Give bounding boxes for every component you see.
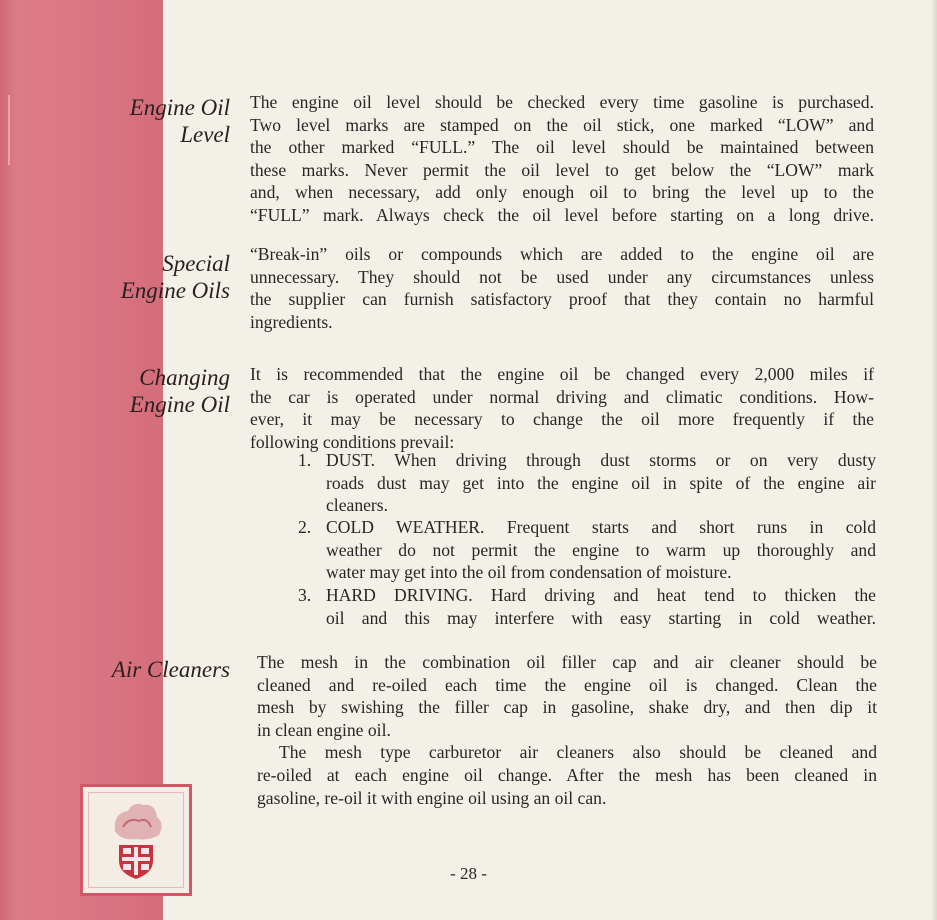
text-line: cleaners. [326,495,389,516]
heading-engine-oil-level [130,94,230,148]
text-line: The mesh in the combination oil filler cap and air cleaner should be [257,652,877,672]
text-line: “FULL” mark. Always check the oil level before starting on a long drive. [250,204,874,225]
text-line: ever, it may be necessary to change the oil more frequently if the [250,409,874,430]
list-number: 1. [298,450,312,470]
text-line: “Break-in” oils or compounds which are added to the engine oil are [250,244,874,264]
text-line: Two level marks are stamped on the oil stick, one marked “LOW” and [250,114,874,135]
text-line: ingredients. [250,311,333,332]
heading-line: Air Cleaners [111,657,230,682]
text-line: mesh by swishing the filler cap in gasoline, shake dry, and then dip it [257,697,877,718]
heading-special-engine-oils [121,250,230,304]
list-number: 2. [298,517,312,537]
page-number: - 28 - [450,864,487,883]
paragraph-special-engine-oils [250,243,874,333]
band-highlight [8,95,10,165]
heading-line: Level [180,122,230,147]
text-line: water may get into the oil from condensation of moisture. [326,562,732,583]
text-line: unnecessary. They should not be used under any circumstances unless [250,266,874,287]
text-line: oil and this may interfere with easy starting in cold weather. [326,607,876,628]
paragraph-engine-oil-level [250,91,874,227]
heading-line: Engine Oil [129,392,230,417]
text-line: these marks. Never permit the oil level to get below the “LOW” mark [250,159,874,180]
text-line: the car is operated under normal driving and climatic conditions. How- [250,386,874,407]
text-line: gasoline, re-oil it with engine oil using an oil can. [257,787,607,808]
heading-line: Changing [139,365,230,390]
heading-line: Engine Oils [120,278,230,303]
text-line: The mesh type carburetor air cleaners also should be cleaned and [279,742,877,763]
paragraph-air-cleaners [257,651,877,809]
text-line: and, when necessary, add only enough oil to bring the level up to the [250,182,874,203]
heading-line: Special [162,251,230,276]
page-edge [931,0,937,920]
heading-changing-engine-oil [130,364,230,418]
text-line: It is recommended that the engine oil be changed every 2,000 miles if [250,364,874,384]
heading-line: Engine Oil [129,95,230,120]
text-line: weather do not permit the engine to warm up thoroughly and [326,539,876,560]
text-line: The engine oil level should be checked every time gasoline is purchased. [250,92,874,112]
text-line: cleaned and re-oiled each time the engine oil is changed. Clean the [257,674,877,695]
text-line: DUST. When driving through dust storms or on very dusty [326,450,876,470]
text-line: COLD WEATHER. Frequent starts and short runs in cold [326,517,876,537]
heading-air-cleaners [112,656,230,683]
text-line: the supplier can furnish satisfactory proof that they contain no harmful [250,289,874,310]
list-number: 3. [298,585,312,605]
text-line: roads dust may get into the engine oil in spite of the engine air [326,472,876,493]
text-line: HARD DRIVING. Hard driving and heat tend to thicken the [326,585,876,605]
paragraph-changing-engine-oil [250,363,874,453]
text-line: in clean engine oil. [257,719,391,740]
text-line: following conditions prevail: [250,431,455,452]
text-line: re-oiled at each engine oil change. After the mesh has been cleaned in [257,764,877,785]
text-line: the other marked “FULL.” The oil level should be maintained between [250,137,874,158]
